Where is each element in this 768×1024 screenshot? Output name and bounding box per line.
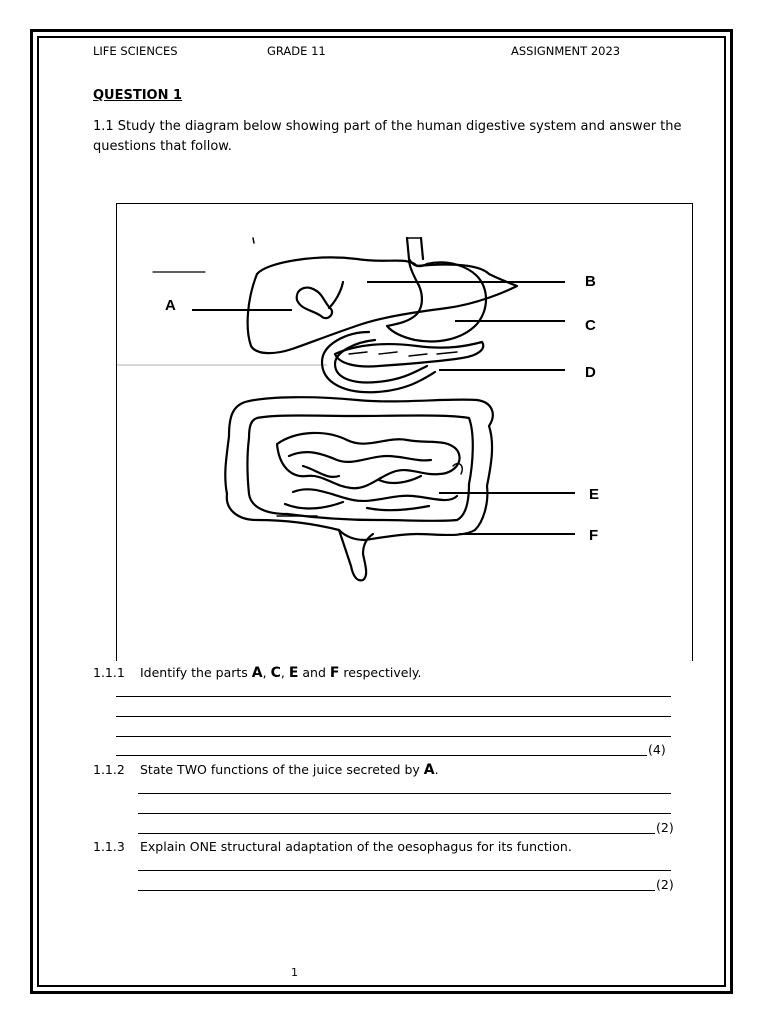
page-number: 1 — [291, 966, 298, 979]
oesophagus — [407, 238, 423, 259]
mark-allocation: (2) — [656, 820, 674, 835]
mark-allocation: (4) — [648, 742, 666, 757]
liver-outline — [248, 257, 517, 353]
answer-line[interactable] — [138, 833, 655, 834]
answer-line[interactable] — [138, 890, 655, 891]
label-b: B — [585, 273, 596, 290]
answer-line[interactable] — [116, 736, 671, 737]
answer-line[interactable] — [138, 813, 671, 814]
label-a: A — [165, 297, 176, 314]
digestive-system-diagram — [116, 203, 693, 661]
label-e: E — [589, 486, 600, 503]
pancreas — [335, 342, 483, 367]
stomach — [387, 259, 486, 341]
subquestion-number: 1.1.2 — [93, 762, 125, 777]
subquestion-text: Explain ONE structural adaptation of the oesophagus for its function. — [140, 839, 572, 854]
question-title: QUESTION 1 — [93, 88, 183, 103]
label-c: C — [585, 317, 596, 334]
subquestion-number: 1.1.1 — [93, 665, 125, 680]
header-subject: LIFE SCIENCES — [93, 44, 178, 58]
header-grade: GRADE 11 — [267, 44, 326, 58]
answer-line[interactable] — [138, 870, 671, 871]
subquestion-text: Identify the parts A, C, E and F respectively. — [140, 665, 422, 681]
answer-line[interactable] — [116, 696, 671, 697]
mark-allocation: (2) — [656, 877, 674, 892]
subquestion-number: 1.1.3 — [93, 839, 125, 854]
rectum — [339, 530, 373, 580]
label-f: F — [589, 527, 599, 544]
header-assignment: ASSIGNMENT 2023 — [511, 44, 621, 58]
gall-bladder — [297, 288, 332, 319]
subquestion-text: State TWO functions of the juice secreted by A. — [140, 762, 439, 778]
answer-line[interactable] — [116, 755, 647, 756]
answer-line[interactable] — [116, 716, 671, 717]
label-d: D — [585, 364, 596, 381]
digestive-system-drawing — [117, 204, 694, 662]
small-intestine — [277, 433, 460, 488]
answer-line[interactable] — [138, 793, 671, 794]
question-intro: 1.1 Study the diagram below showing part of the human digestive system and answer the questions that follow. — [93, 119, 682, 154]
